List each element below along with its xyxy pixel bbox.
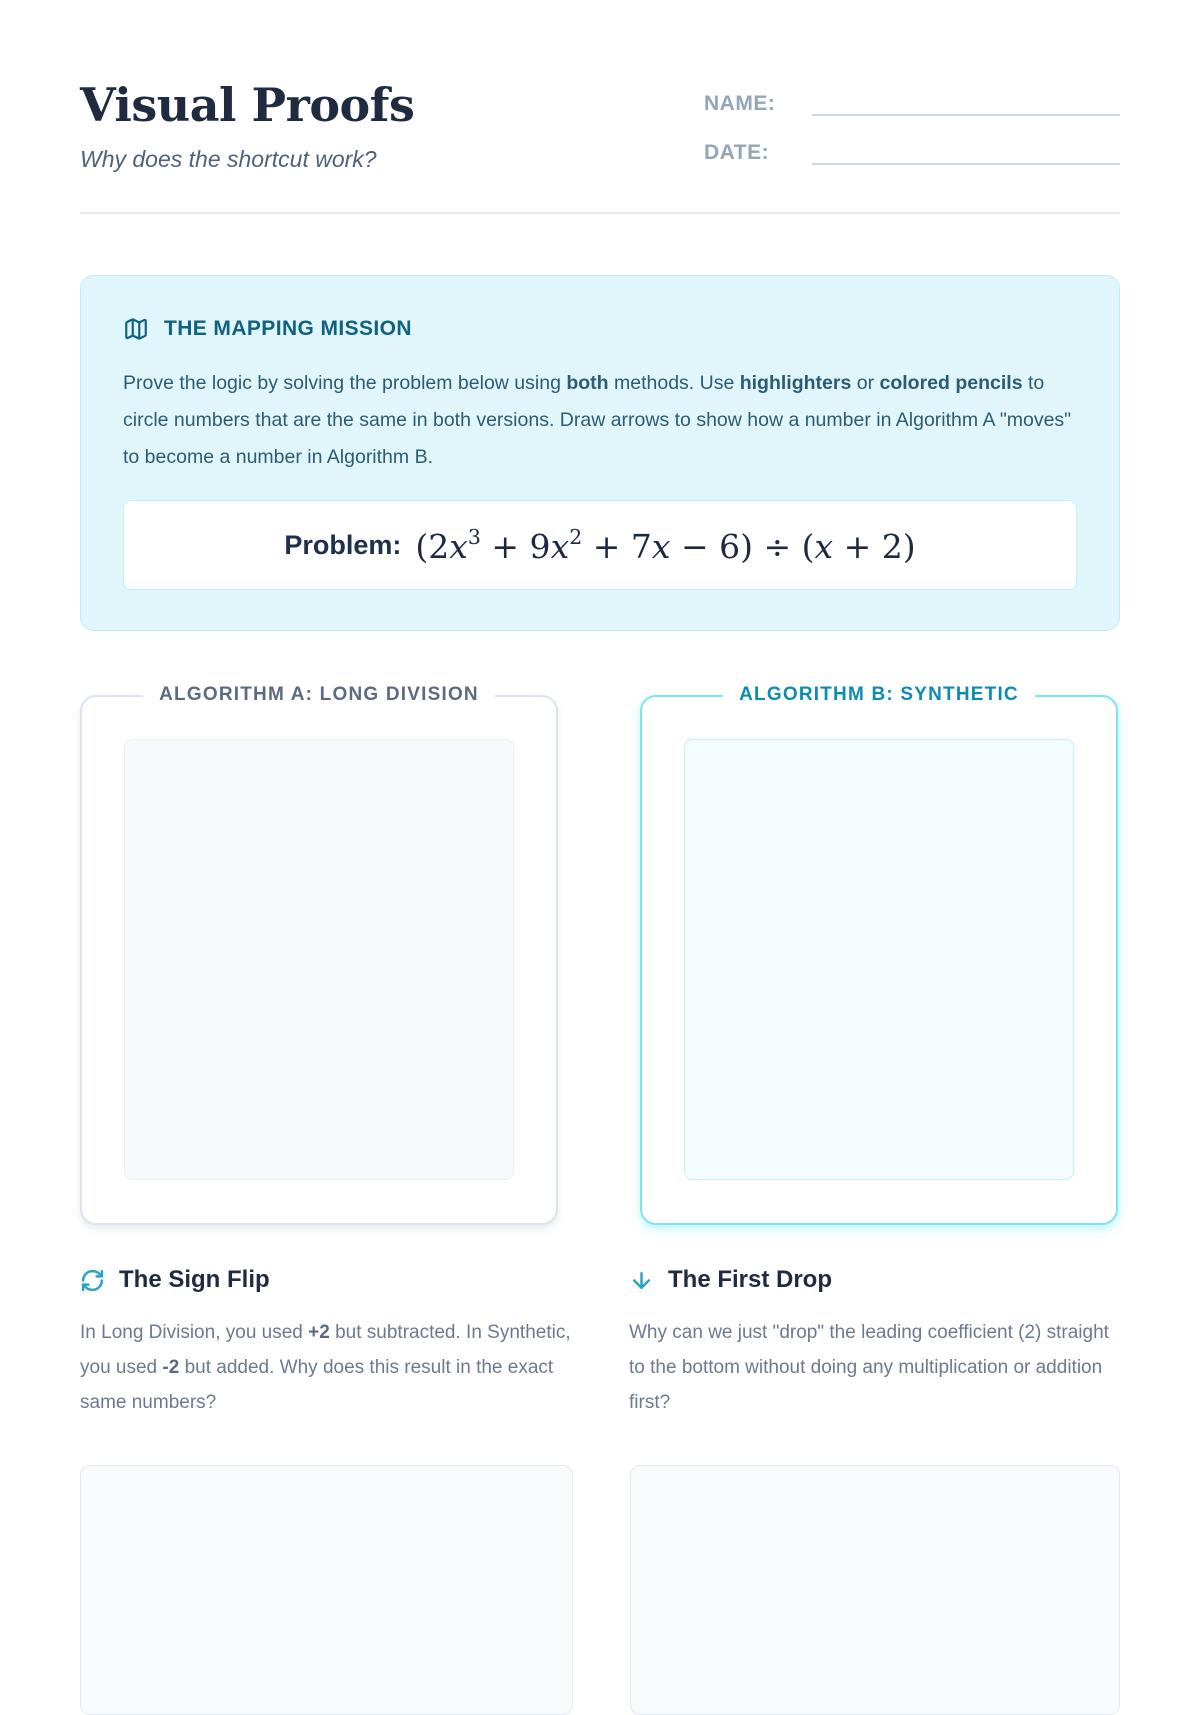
question-first-drop-header xyxy=(629,1266,1121,1294)
date-input-line[interactable] xyxy=(812,139,1120,165)
date-label: DATE: xyxy=(704,141,770,164)
math-variable: x xyxy=(449,526,468,566)
name-label: NAME: xyxy=(704,92,776,115)
title-block xyxy=(80,78,414,182)
mission-instructions xyxy=(123,365,1077,476)
question-text-segment: but subtracted. In Synthetic, you used xyxy=(80,1322,571,1378)
question-text-bold: -2 xyxy=(162,1357,180,1378)
question-text xyxy=(80,1315,572,1420)
math-exponent: 3 xyxy=(467,524,481,549)
math-segment: + 2) xyxy=(833,526,916,566)
math-segment: − 6) ÷ ( xyxy=(670,526,815,566)
page-subtitle: Why does the shortcut work? xyxy=(80,146,377,172)
page-title: Visual Proofs xyxy=(80,78,415,132)
map-icon xyxy=(123,316,149,342)
algorithm-a-panel xyxy=(80,684,558,1225)
answer-area-first-drop[interactable] xyxy=(630,1465,1120,1715)
mission-text-bold: highlighters xyxy=(739,372,852,394)
problem-expression xyxy=(415,525,915,566)
header-divider xyxy=(80,212,1120,214)
mission-text-bold: colored pencils xyxy=(879,372,1023,394)
math-segment: + 7 xyxy=(582,526,652,566)
mission-text-segment: Prove the logic by solving the problem below using xyxy=(123,372,567,394)
mission-text-bold: both xyxy=(566,372,609,394)
problem-box xyxy=(123,500,1077,590)
math-exponent: 2 xyxy=(569,524,583,549)
problem-label: Problem: xyxy=(284,529,402,560)
question-text-segment: but added. Why does this result in the exact same numbers? xyxy=(80,1357,554,1413)
mission-title: THE MAPPING MISSION xyxy=(164,317,412,340)
mission-header xyxy=(123,316,1077,342)
algorithm-a-work-area[interactable] xyxy=(124,739,514,1180)
refresh-icon xyxy=(80,1268,105,1293)
mission-text-segment: methods. Use xyxy=(608,372,740,394)
question-title: The First Drop xyxy=(668,1266,833,1293)
worksheet-header xyxy=(80,78,1120,182)
mission-text-segment: to circle numbers that are the same in both versions. Draw arrows to show how a number in Algorithm A "moves" to become a number in Algorithm B. xyxy=(123,372,1072,468)
mission-text-segment: or xyxy=(851,372,880,394)
name-input-line[interactable] xyxy=(812,90,1120,116)
answer-area-sign-flip[interactable] xyxy=(80,1465,573,1715)
algorithm-b-panel xyxy=(640,684,1118,1225)
question-first-drop xyxy=(629,1266,1121,1420)
arrow-down-icon xyxy=(629,1268,654,1293)
question-title: The Sign Flip xyxy=(119,1266,270,1293)
math-variable: x xyxy=(814,526,834,566)
algorithm-b-legend: ALGORITHM B: SYNTHETIC xyxy=(723,684,1035,706)
question-sign-flip-header xyxy=(80,1266,572,1294)
date-field-row xyxy=(704,133,1120,165)
mapping-mission-box xyxy=(80,275,1120,631)
name-field-row xyxy=(704,84,1120,116)
question-text-segment: In Long Division, you used xyxy=(80,1322,309,1343)
math-segment: + 9 xyxy=(480,526,551,566)
question-text: Why can we just "drop" the leading coefficient (2) straight to the bottom without doing any multiplication or addition first? xyxy=(629,1322,1109,1413)
name-date-block xyxy=(704,78,1120,182)
math-variable: x xyxy=(550,526,570,566)
question-sign-flip xyxy=(80,1266,572,1420)
math-segment: (2 xyxy=(415,526,450,566)
algorithm-a-legend: ALGORITHM A: LONG DIVISION xyxy=(143,684,495,706)
question-text-bold: +2 xyxy=(308,1322,330,1343)
algorithm-b-work-area[interactable] xyxy=(684,739,1074,1180)
math-variable: x xyxy=(651,526,671,566)
